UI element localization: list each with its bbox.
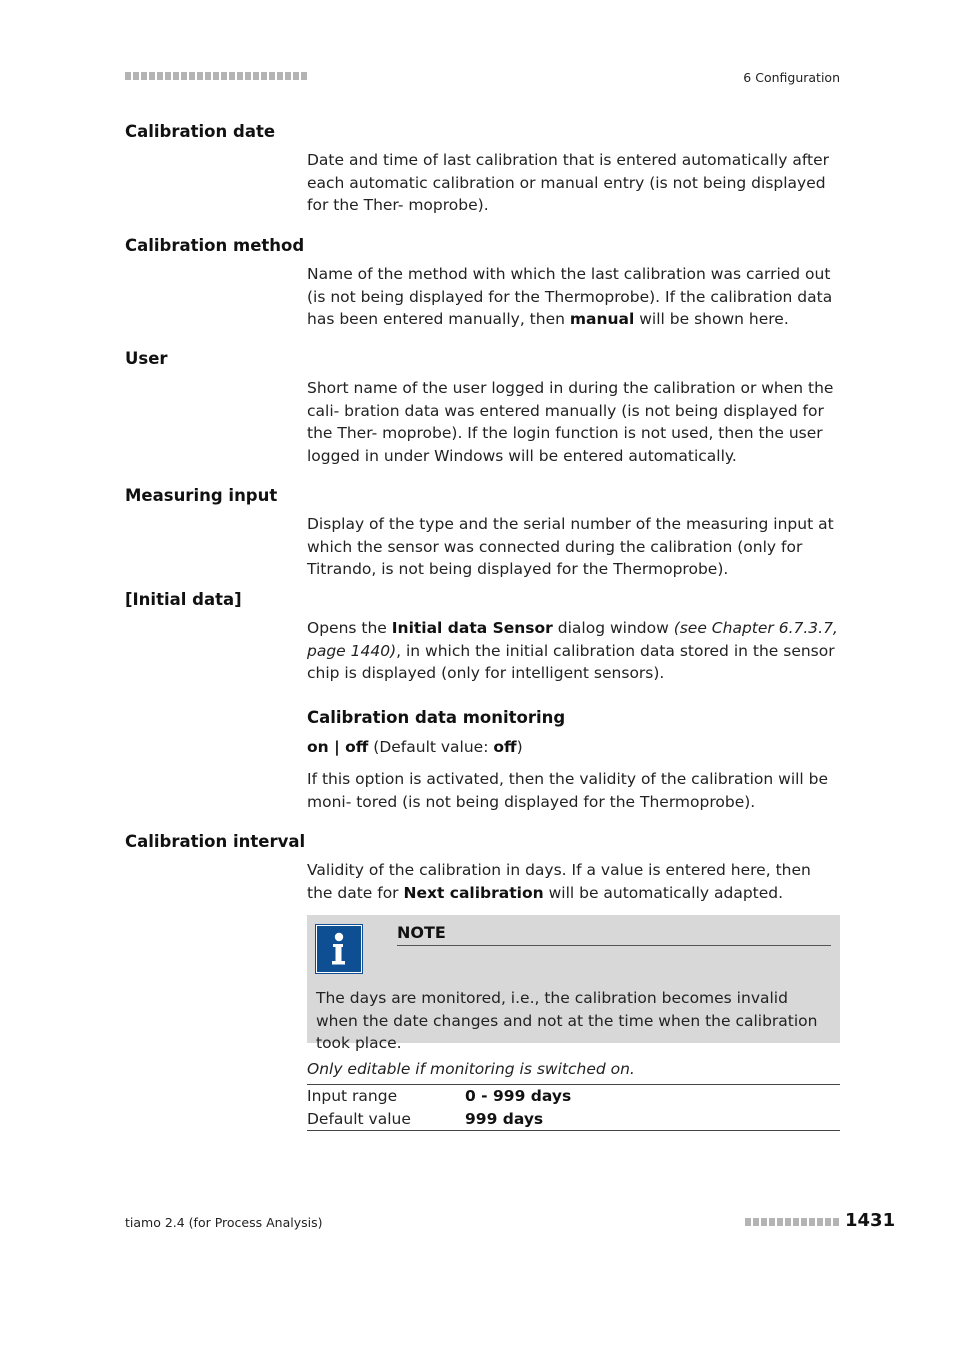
term-measuring-input: Measuring input: [125, 486, 278, 505]
footer-product: tiamo 2.4 (for Process Analysis): [125, 1215, 323, 1230]
term-calibration-date: Calibration date: [125, 122, 276, 141]
desc-initial-data: Opens the Initial data Sensor dialog window (see Chapter 6.7.3.7, page 1440), in which the initial calibration data stored in the sensor chip is displayed (only for intelligent sensors).: [307, 619, 838, 682]
note-title: NOTE: [397, 923, 831, 946]
param-value: 0 - 999 days: [465, 1087, 572, 1105]
param-label: Input range: [307, 1087, 398, 1105]
term-user: User: [125, 349, 168, 368]
param-row-default-value: [307, 1108, 840, 1131]
parameter-table: [307, 1084, 840, 1131]
editable-note: Only editable if monitoring is switched on.: [307, 1060, 635, 1078]
chapter-reference-link[interactable]: (see Chapter 6.7.3.7, page 1440): [307, 619, 838, 660]
term-calibration-method: Calibration method: [125, 236, 305, 255]
desc-calibration-method: Name of the method with which the last calibration was carried out (is not being displayed for the Thermoprobe). If the calibration data has been entered manually, then manual will be shown here.: [307, 265, 833, 328]
bold-initial-data-sensor: Initial data Sensor: [391, 619, 553, 637]
term-calibration-interval: Calibration interval: [125, 832, 306, 851]
monitoring-options: on | off (Default value: off): [307, 738, 523, 756]
desc-monitoring: If this option is activated, then the validity of the calibration will be moni- tored (is not being displayed for the Thermoprobe).: [307, 770, 829, 811]
note-text: The days are monitored, i.e., the calibration becomes invalid when the date changes and not at the time when the calibration took place.: [316, 989, 818, 1052]
info-icon: [316, 925, 362, 973]
chapter-title: 6 Configuration: [743, 70, 840, 85]
desc-user: Short name of the user logged in during the calibration or when the cali- bration data was entered manually (is not being displayed for the Ther- moprobe). If the login function is not used, then the user logged in under Windows will be entered automatically.: [307, 379, 834, 465]
page-number: 1431: [845, 1210, 896, 1231]
param-label: Default value: [307, 1109, 411, 1128]
param-value: 999 days: [465, 1109, 544, 1128]
term-initial-data: [Initial data]: [125, 590, 242, 609]
desc-calibration-date: Date and time of last calibration that is entered automatically after each automatic calibration or manual entry (is not being displayed for the Ther- moprobe).: [307, 151, 830, 214]
param-row-input-range: [307, 1085, 840, 1108]
bold-manual: manual: [569, 310, 635, 328]
desc-calibration-interval: Validity of the calibration in days. If a value is entered here, then the date for Next calibration will be automatically adapted.: [307, 861, 811, 902]
desc-measuring-input: Display of the type and the serial number of the measuring input at which the sensor was connected during the calibration (only for Titrando, is not being displayed for the Thermoprobe).: [307, 515, 834, 578]
header-decoration: [125, 72, 307, 80]
footer-decoration: [745, 1218, 839, 1226]
bold-next-calibration: Next calibration: [403, 883, 544, 902]
subheading-calibration-data-monitoring: Calibration data monitoring: [307, 708, 566, 727]
